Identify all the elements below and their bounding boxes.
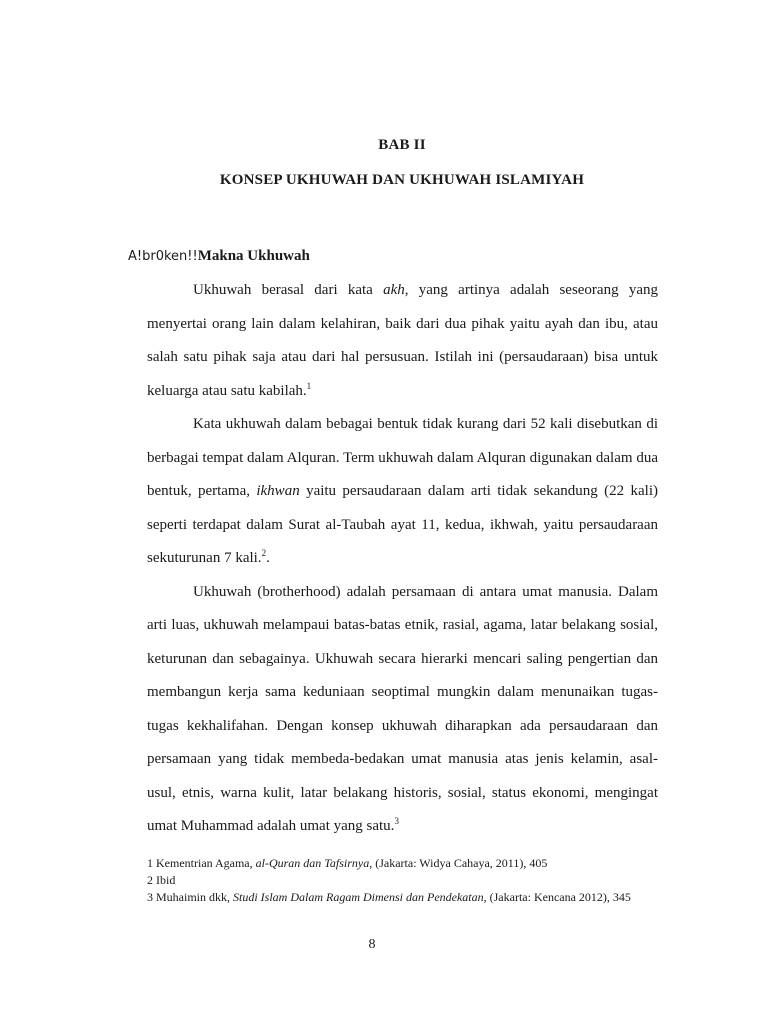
body-text	[147, 274, 658, 844]
paragraph	[147, 274, 658, 408]
text-run: Ukhuwah berasal dari kata	[193, 282, 384, 298]
section-title: Makna Ukhuwah	[197, 248, 310, 264]
text-run: (Jakarta: Kencana 2012), 345	[486, 890, 631, 904]
italic-term: Studi Islam Dalam Ragam Dimensi dan Pendekatan,	[233, 890, 487, 904]
text-run: , yang artinya adalah seseorang yang menyertai orang lain dalam kelahiran, baik dari dua pihak yaitu ayah dan ibu, atau salah satu pihak saja atau dari hal persusuan. Istilah ini (persaudaraan) bisa untuk keluarga atau satu kabilah.	[147, 282, 658, 399]
text-run: 2 Ibid	[147, 873, 176, 887]
paragraph	[147, 576, 658, 844]
footnote	[147, 889, 658, 906]
footnote-ref: 1	[306, 380, 312, 391]
italic-term: al-Quran dan Tafsirnya	[255, 856, 370, 870]
text-run: yaitu persaudaraan dalam arti tidak sekandung (22 kali) seperti terdapat dalam Surat al-Taubah ayat 11, kedua, ikhwah, yaitu persaudaraan sekuturunan 7 kali.	[147, 483, 658, 566]
text-run: 1 Kementrian Agama,	[147, 856, 256, 870]
footnote-ref: 3	[394, 816, 399, 826]
text-run: .	[266, 550, 270, 566]
text-run: 3 Muhaimin dkk,	[147, 890, 233, 904]
text-run: , (Jakarta: Widya Cahaya, 2011), 405	[369, 856, 548, 870]
chapter-label: BAB II	[378, 137, 426, 153]
text-run: Ukhuwah (brotherhood) adalah persamaan di antara umat manusia. Dalam arti luas, ukhuwah melampaui batas-batas etnik, rasial, agama, latar belakang sosial, keturunan dan sebagainya. Ukhuwah secara hierarki mencari saling pengertian dan membangun kerja sama keduniaan seoptimal mungkin dalam menunaikan tugas-tugas kekhalifahan. Dengan konsep ukhuwah diharapkan ada persaudaraan dan persamaan yang tidak membeda-bedakan umat manusia atas jenis kelamin, asal-usul, etnis, warna kulit, latar belakang historis, sosial, status ekonomi, mengingat umat Muhammad adalah umat yang satu.	[147, 583, 658, 834]
page-number: 8	[368, 937, 376, 952]
footnote	[147, 872, 658, 889]
italic-term: akh	[383, 282, 405, 298]
footnotes	[147, 855, 658, 906]
footnote-ref: 2	[261, 548, 267, 558]
section-prefix: A!br0ken!!	[128, 249, 198, 264]
footnote	[147, 855, 658, 872]
chapter-title: KONSEP UKHUWAH DAN UKHUWAH ISLAMIYAH	[219, 172, 585, 188]
section-heading	[128, 248, 310, 265]
paragraph	[147, 408, 658, 576]
text-run: Kata ukhuwah dalam bebagai bentuk tidak kurang dari 52 kali disebutkan di berbagai tempat dalam Alquran. Term ukhuwah dalam Alquran digunakan dalam dua bentuk, pertama,	[147, 416, 658, 499]
italic-term: ikhwan	[256, 483, 300, 499]
